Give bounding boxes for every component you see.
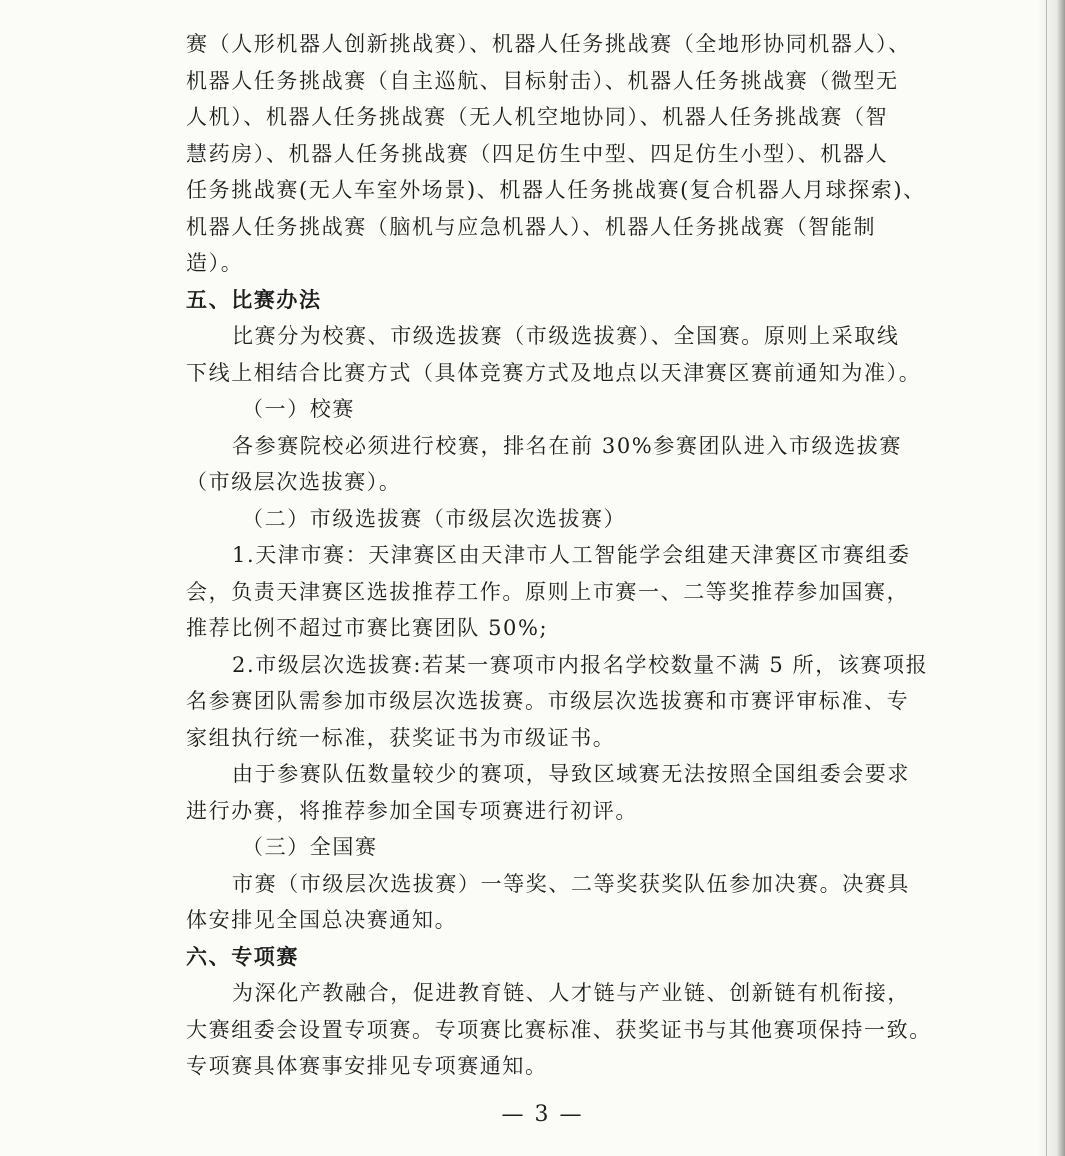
text-line: 慧药房）、机器人任务挑战赛（四足仿生中型、四足仿生小型）、机器人 [186, 141, 889, 166]
text-line: 赛（人形机器人创新挑战赛）、机器人任务挑战赛（全地形协同机器人）、 [186, 32, 911, 56]
text-line: 人机）、机器人任务挑战赛（无人机空地协同）、机器人任务挑战赛（智 [186, 105, 889, 129]
text-line: 任务挑战赛(无人车室外场景)、机器人任务挑战赛(复合机器人月球探索)、 [186, 178, 926, 202]
text-line: （市级层次选拔赛）。 [186, 470, 402, 494]
page-number: — 3 — [501, 1102, 584, 1127]
section-heading-5: 五、比赛办法 [186, 287, 322, 312]
paragraph-first-line: 为深化产教融合，促进教育链、人才链与产业链、创新链有机衔接， [232, 981, 910, 1005]
paragraph-first-line: 市赛（市级层次选拔赛）一等奖、二等奖获奖队伍参加决赛。决赛具 [232, 871, 910, 896]
text-line: 专项赛具体赛事安排见专项赛通知。 [186, 1054, 548, 1078]
document-body [186, 26, 932, 1085]
text-line: 进行办赛，将推荐参加全国专项赛进行初评。 [186, 798, 638, 823]
subheading-school-contest: （一）校赛 [242, 397, 355, 421]
text-line: 大赛组委会设置专项赛。专项赛比赛标准、获奖证书与其他赛项保持一致。 [186, 1017, 932, 1042]
text-line: 名参赛团队需参加市级层次选拔赛。市级层次选拔赛和市赛评审标准、专 [186, 689, 910, 713]
text-line: 家组执行统一标准，获奖证书为市级证书。 [186, 725, 616, 750]
section-heading-6: 六、专项赛 [186, 944, 299, 969]
text-line: 体安排见全国总决赛通知。 [186, 908, 458, 932]
subheading-national-contest: （三）全国赛 [242, 835, 378, 859]
paragraph-first-line: 1.天津市赛：天津赛区由天津市人工智能学会组建天津赛区市赛组委 [232, 543, 911, 567]
paragraph-first-line: 各参赛院校必须进行校赛，排名在前 30%参赛团队进入市级选拔赛 [232, 433, 902, 458]
subheading-city-selection: （二）市级选拔赛（市级层次选拔赛） [242, 506, 627, 531]
text-line: 下线上相结合比赛方式（具体竞赛方式及地点以天津赛区赛前通知为准）。 [186, 360, 922, 385]
text-line: 造）。 [186, 251, 244, 275]
paragraph-first-line: 2.市级层次选拔赛:若某一赛项市内报名学校数量不满 5 所，该赛项报 [232, 652, 929, 677]
paragraph-first-line: 比赛分为校赛、市级选拔赛（市级选拔赛）、全国赛。原则上采取线 [232, 324, 900, 348]
text-line: 会，负责天津赛区选拔推荐工作。原则上市赛一、二等奖推荐参加国赛， [186, 579, 910, 604]
text-line: 机器人任务挑战赛（自主巡航、目标射击）、机器人任务挑战赛（微型无 [186, 68, 899, 93]
text-line: 机器人任务挑战赛（脑机与应急机器人）、机器人任务挑战赛（智能制 [186, 214, 877, 239]
text-line: 推荐比例不超过市赛比赛团队 50%; [186, 616, 549, 640]
paper-edge-line [1046, 0, 1047, 1156]
paper-edge-shadow [1037, 0, 1065, 1156]
paragraph-first-line: 由于参赛队伍数量较少的赛项，导致区域赛无法按照全国组委会要求 [232, 762, 910, 786]
